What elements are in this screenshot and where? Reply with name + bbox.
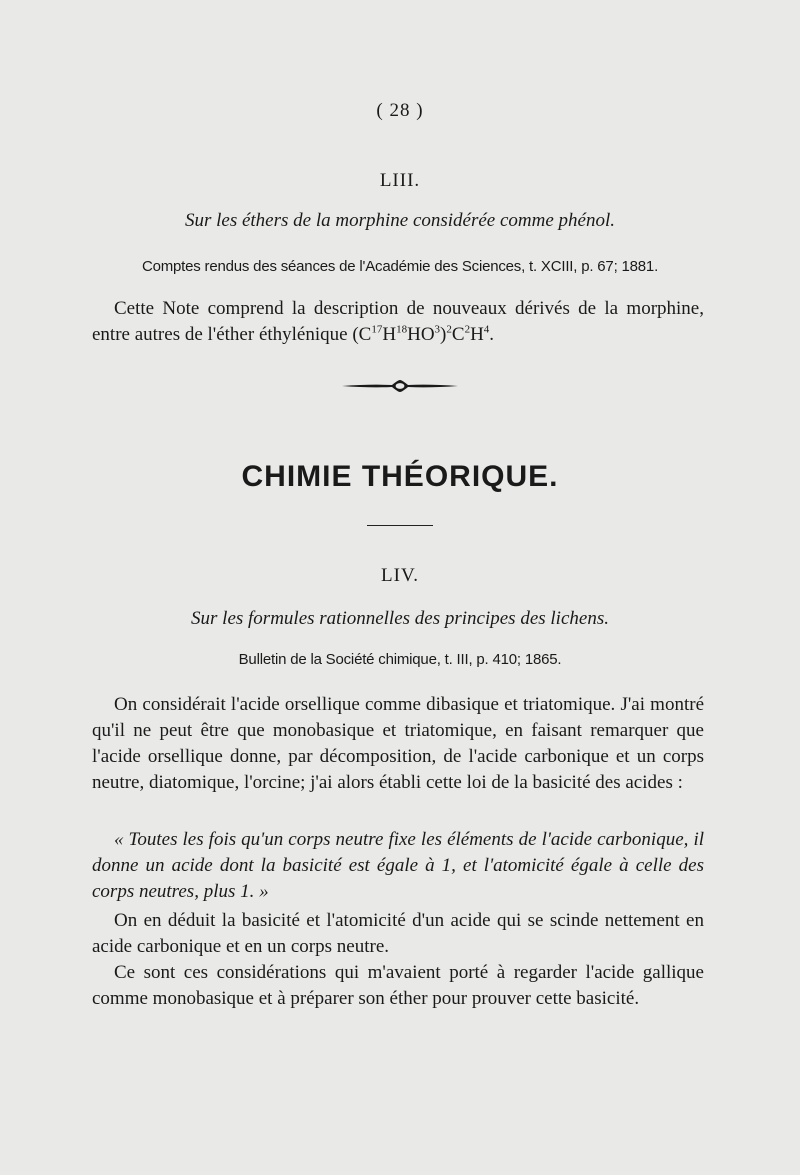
part-heading: CHIMIE THÉORIQUE. (241, 460, 559, 493)
section-number-liv: LIV. (381, 565, 419, 586)
ornament-divider-icon (340, 378, 460, 394)
paragraph-liii (92, 296, 704, 348)
section-title-liv: Sur les formules rationnelles des principes des lichens. (191, 608, 609, 629)
paragraph-liii-text: Cette Note comprend la description de nouveaux dérivés de la morphine, entre autres de l'éther éthylénique (92, 298, 704, 345)
heading-rule (367, 525, 433, 526)
citation-liii: Comptes rendus des séances de l'Académie des Sciences, t. XCIII, p. 67; 1881. (141, 258, 659, 275)
citation-liv: Bulletin de la Société chimique, t. III, p. 410; 1865. (238, 651, 562, 668)
paragraph-liv-2: On en déduit la basicité et l'atomicité d'un acide qui se scinde nettement en acide carbonique et en un corps neutre. (92, 910, 704, 957)
chemical-formula: $(C^{17}H^{18}HO^3)^2C^2H^4$. (352, 323, 495, 345)
page-number: ( 28 ) (376, 100, 424, 121)
paragraph-liv-law: « Toutes les fois qu'un corps neutre fixe les éléments de l'acide carbonique, il donne un acide dont la basicité est égale à 1, et l'atomicité égale à celle des corps neutres, plus 1. » (92, 829, 704, 902)
paragraph-liv-1: On considérait l'acide orsellique comme dibasique et triatomique. J'ai montré qu'il ne peut être que monobasique et triatomique, en faisant remarquer que l'acide orsellique donne, par décomposition, de l'acide carbonique et un corps neutre, diatomique, l'orcine; j'ai alors établi cette loi de la basicité des acides : (92, 694, 704, 793)
section-title-liii: Sur les éthers de la morphine considérée comme phénol. (184, 210, 616, 231)
section-number-liii: LIII. (379, 170, 421, 191)
paragraph-liv-3: Ce sont ces considérations qui m'avaient porté à regarder l'acide gallique comme monobasique et à préparer son éther pour prouver cette basicité. (92, 962, 704, 1009)
